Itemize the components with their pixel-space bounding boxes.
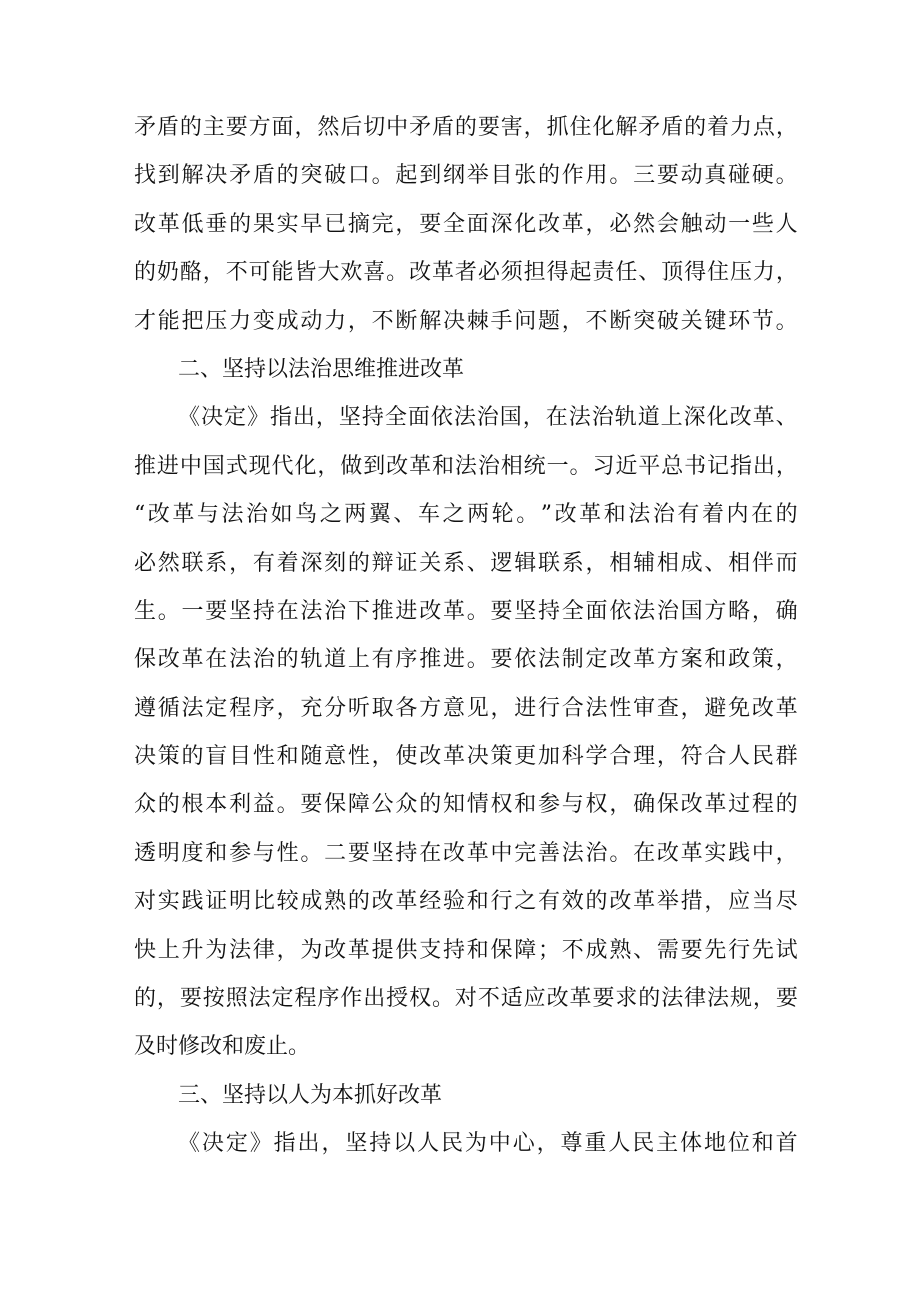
text-line: 找 到 解 决 矛 盾 的 突 破 口 。 起 到 纲 举 目 张 的 作 用 。 三 要 动 真 碰 硬 。 [134, 163, 798, 189]
text-line: 遵 循 法 定 程 序 ， 充 分 听 取 各 方 意 见 ， 进 行 合 法 性 审 查 ， 避 免 改 革 [134, 695, 798, 721]
text-line: 《 决 定 》 指 出 ， 坚 持 全 面 依 法 治 国 ， 在 法 治 轨 道 上 深 化 改 革 、 [178, 405, 798, 431]
text-line: 《 决 定 》 指 出 ， 坚 持 以 人 民 为 中 心 ， 尊 重 人 民 主 体 地 位 和 首 [178, 1131, 798, 1157]
text-line: 快 上 升 为 法 律 ， 为 改 革 提 供 支 持 和 保 障 ； 不 成 熟 、 需 要 先 行 先 试 [134, 937, 798, 963]
text-line: 保 改 革 在 法 治 的 轨 道 上 有 序 推 进 。 要 依 法 制 定 改 革 方 案 和 政 策 ， [134, 647, 798, 673]
text-line: 必 然 联 系 ， 有 着 深 刻 的 辩 证 关 系 、 逻 辑 联 系 ， 相 辅 相 成 、 相 伴 而 [134, 550, 798, 576]
section-heading-3: 三、坚持以人为本抓好改革 [178, 1082, 443, 1108]
paragraph-1 [134, 104, 798, 346]
text-line: 的 奶 酪 ， 不 可 能 皆 大 欢 喜 。 改 革 者 必 须 担 得 起 责 任 、 顶 得 住 压 力 ， [134, 260, 798, 286]
text-line: 决 策 的 盲 目 性 和 随 意 性 ， 使 改 革 决 策 更 加 科 学 合 理 ， 符 合 人 民 群 [134, 744, 798, 770]
text-line: 矛 盾 的 主 要 方 面 ， 然 后 切 中 矛 盾 的 要 害 ， 抓 住 化 解 矛 盾 的 着 力 点 ， [134, 115, 798, 140]
text-line: 的 ， 要 按 照 法 定 程 序 作 出 授 权 。 对 不 适 应 改 革 要 求 的 法 律 法 规 ， 要 [134, 986, 798, 1012]
text-line: 生 。 一 要 坚 持 在 法 治 下 推 进 改 革 。 要 坚 持 全 面 依 法 治 国 方 略 ， 确 [134, 598, 798, 624]
text-line: 才 能 把 压 力 变 成 动 力 ， 不 断 解 决 棘 手 问 题 ， 不 断 突 破 关 键 环 节 。 [134, 308, 798, 334]
document-body [134, 104, 798, 1169]
text-line: “ 改 革 与 法 治 如 鸟 之 两 翼 、 车 之 两 轮 。 ” 改 革 和 法 治 有 着 内 在 的 [134, 502, 798, 528]
text-line: 改 革 低 垂 的 果 实 早 已 摘 完 ， 要 全 面 深 化 改 革 ， 必 然 会 触 动 一 些 人 [134, 211, 798, 237]
text-line: 透 明 度 和 参 与 性 。 二 要 坚 持 在 改 革 中 完 善 法 治 。 在 改 革 实 践 中 ， [134, 840, 798, 866]
paragraph-3 [134, 1120, 798, 1168]
section-heading-2: 二、坚持以法治思维推进改革 [178, 356, 465, 382]
text-line: 对 实 践 证 明 比 较 成 熟 的 改 革 经 验 和 行 之 有 效 的 改 革 举 措 ， 应 当 尽 [134, 889, 798, 915]
text-line: 及时修改和废止。 [134, 1034, 311, 1060]
text-line: 众 的 根 本 利 益 。 要 保 障 公 众 的 知 情 权 和 参 与 权 ， 确 保 改 革 过 程 的 [134, 792, 798, 818]
text-line: 推 进 中 国 式 现 代 化 ， 做 到 改 革 和 法 治 相 统 一 。 习 近 平 总 书 记 指 出 ， [134, 453, 798, 479]
paragraph-2 [134, 394, 798, 1071]
